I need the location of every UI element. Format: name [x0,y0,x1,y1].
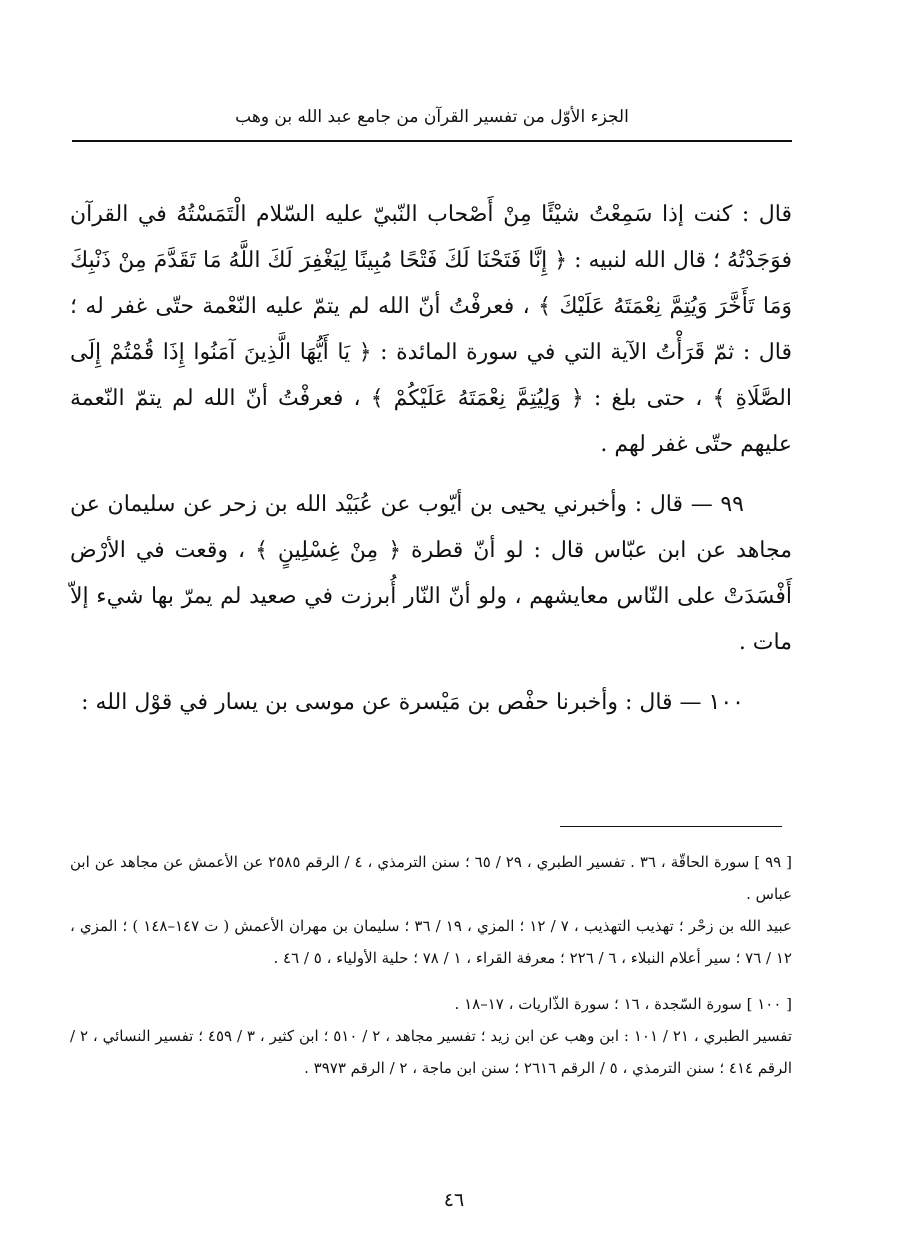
page-number: ٤٦ [443,1189,465,1211]
footnote-99-narrators: عبيد الله بن زحْر ؛ تهذيب التهذيب ، ٧ / ١٢ ؛ المزي ، ١٩ / ٣٦ ؛ سليمان بن مهران الأعمش ( ت ١٤٧–١٤٨ ) ؛ المزي ، ١٢ / ٧٦ ؛ سير أعلام النبلاء ، ٦ / ٢٢٦ ؛ معرفة القراء ، ١ / ٧٨ ؛ حلية الأولياء ، ٥ / ٤٦ . [70,917,792,967]
footnote-100-references: تفسير الطبري ، ٢١ / ١٠١ : ابن وهب عن ابن زيد ؛ تفسير مجاهد ، ٢ / ٥١٠ ؛ ابن كثير ، ٣ / ٤٥٩ ؛ تفسير النسائي ، ٢ / الرقم ٤١٤ ؛ سنن الترمذي ، ٥ / الرقم ٢٦١٦ ؛ سنن ابن ماجة ، ٢ / الرقم ٣٩٧٣ . [70,1027,792,1077]
footnote-separator [560,826,782,827]
footnote-100-sources: [ ١٠٠ ] سورة السّجدة ، ١٦ ؛ سورة الذّاريات ، ١٧–١٨ . [454,995,792,1013]
header-rule [72,140,792,142]
footnote-99-sources: [ ٩٩ ] سورة الحاقّة ، ٣٦ . تفسير الطبري ، ٢٩ / ٦٥ ؛ سنن الترمذي ، ٤ / الرقم ٢٥٨٥ عن الأعمش عن مجاهد عن ابن عباس . [70,853,793,903]
footnotes [70,846,792,1084]
paragraph-99: ٩٩ — قال : وأخبرني يحيى بن أيّوب عن عُبَيْد الله بن زحر عن سليمان عن مجاهد عن ابن عبّاس قال : لو أنّ قطرة ﴿ مِنْ غِسْلِينٍ ﴾ ، وقعت في الأرْض أَفْسَدَتْ على النّاس معايشهم ، ولو أنّ النّار أُبرزت في صعيد لم يمرّ بها شيء إلاّ مات . [70,492,792,655]
running-header: الجزء الأوّل من تفسير القرآن من جامع عبد الله بن وهب [235,107,629,127]
main-text [70,192,792,726]
paragraph-98-continuation: قال : كنت إذا سَمِعْتُ شيْئًا مِنْ أَصْحاب النّبيّ عليه السّلام الْتَمَسْتُهُ في القرآن فوَجَدْتُهُ ؛ قال الله لنبيه : ﴿ إِنَّا فَتَحْنَا لَكَ فَتْحًا مُبِينًا لِيَغْفِرَ لَكَ اللَّهُ مَا تَقَدَّمَ مِنْ ذَنْبِكَ وَمَا تَأَخَّرَ وَيُتِمَّ نِعْمَتَهُ عَلَيْكَ ﴾ ، فعرفْتُ أنّ الله لم يتمّ عليه النّعْمة حتّى غفر له ؛ قال : ثمّ قَرَأْتُ الآية التي في سورة المائدة : ﴿ يَا أَيُّهَا الَّذِينَ آمَنُوا إِذَا قُمْتُمْ إِلَى الصَّلَاةِ ﴾ ، حتى بلغ : ﴿ وَلِيُتِمَّ نِعْمَتَهُ عَلَيْكُمْ ﴾ ، فعرفْتُ أنّ الله لم يتمّ النّعمة عليهم حتّى غفر لهم . [70,202,793,457]
paragraph-100: ١٠٠ — قال : وأخبرنا حفْص بن مَيْسرة عن موسى بن يسار في قوْل الله : [81,690,744,715]
